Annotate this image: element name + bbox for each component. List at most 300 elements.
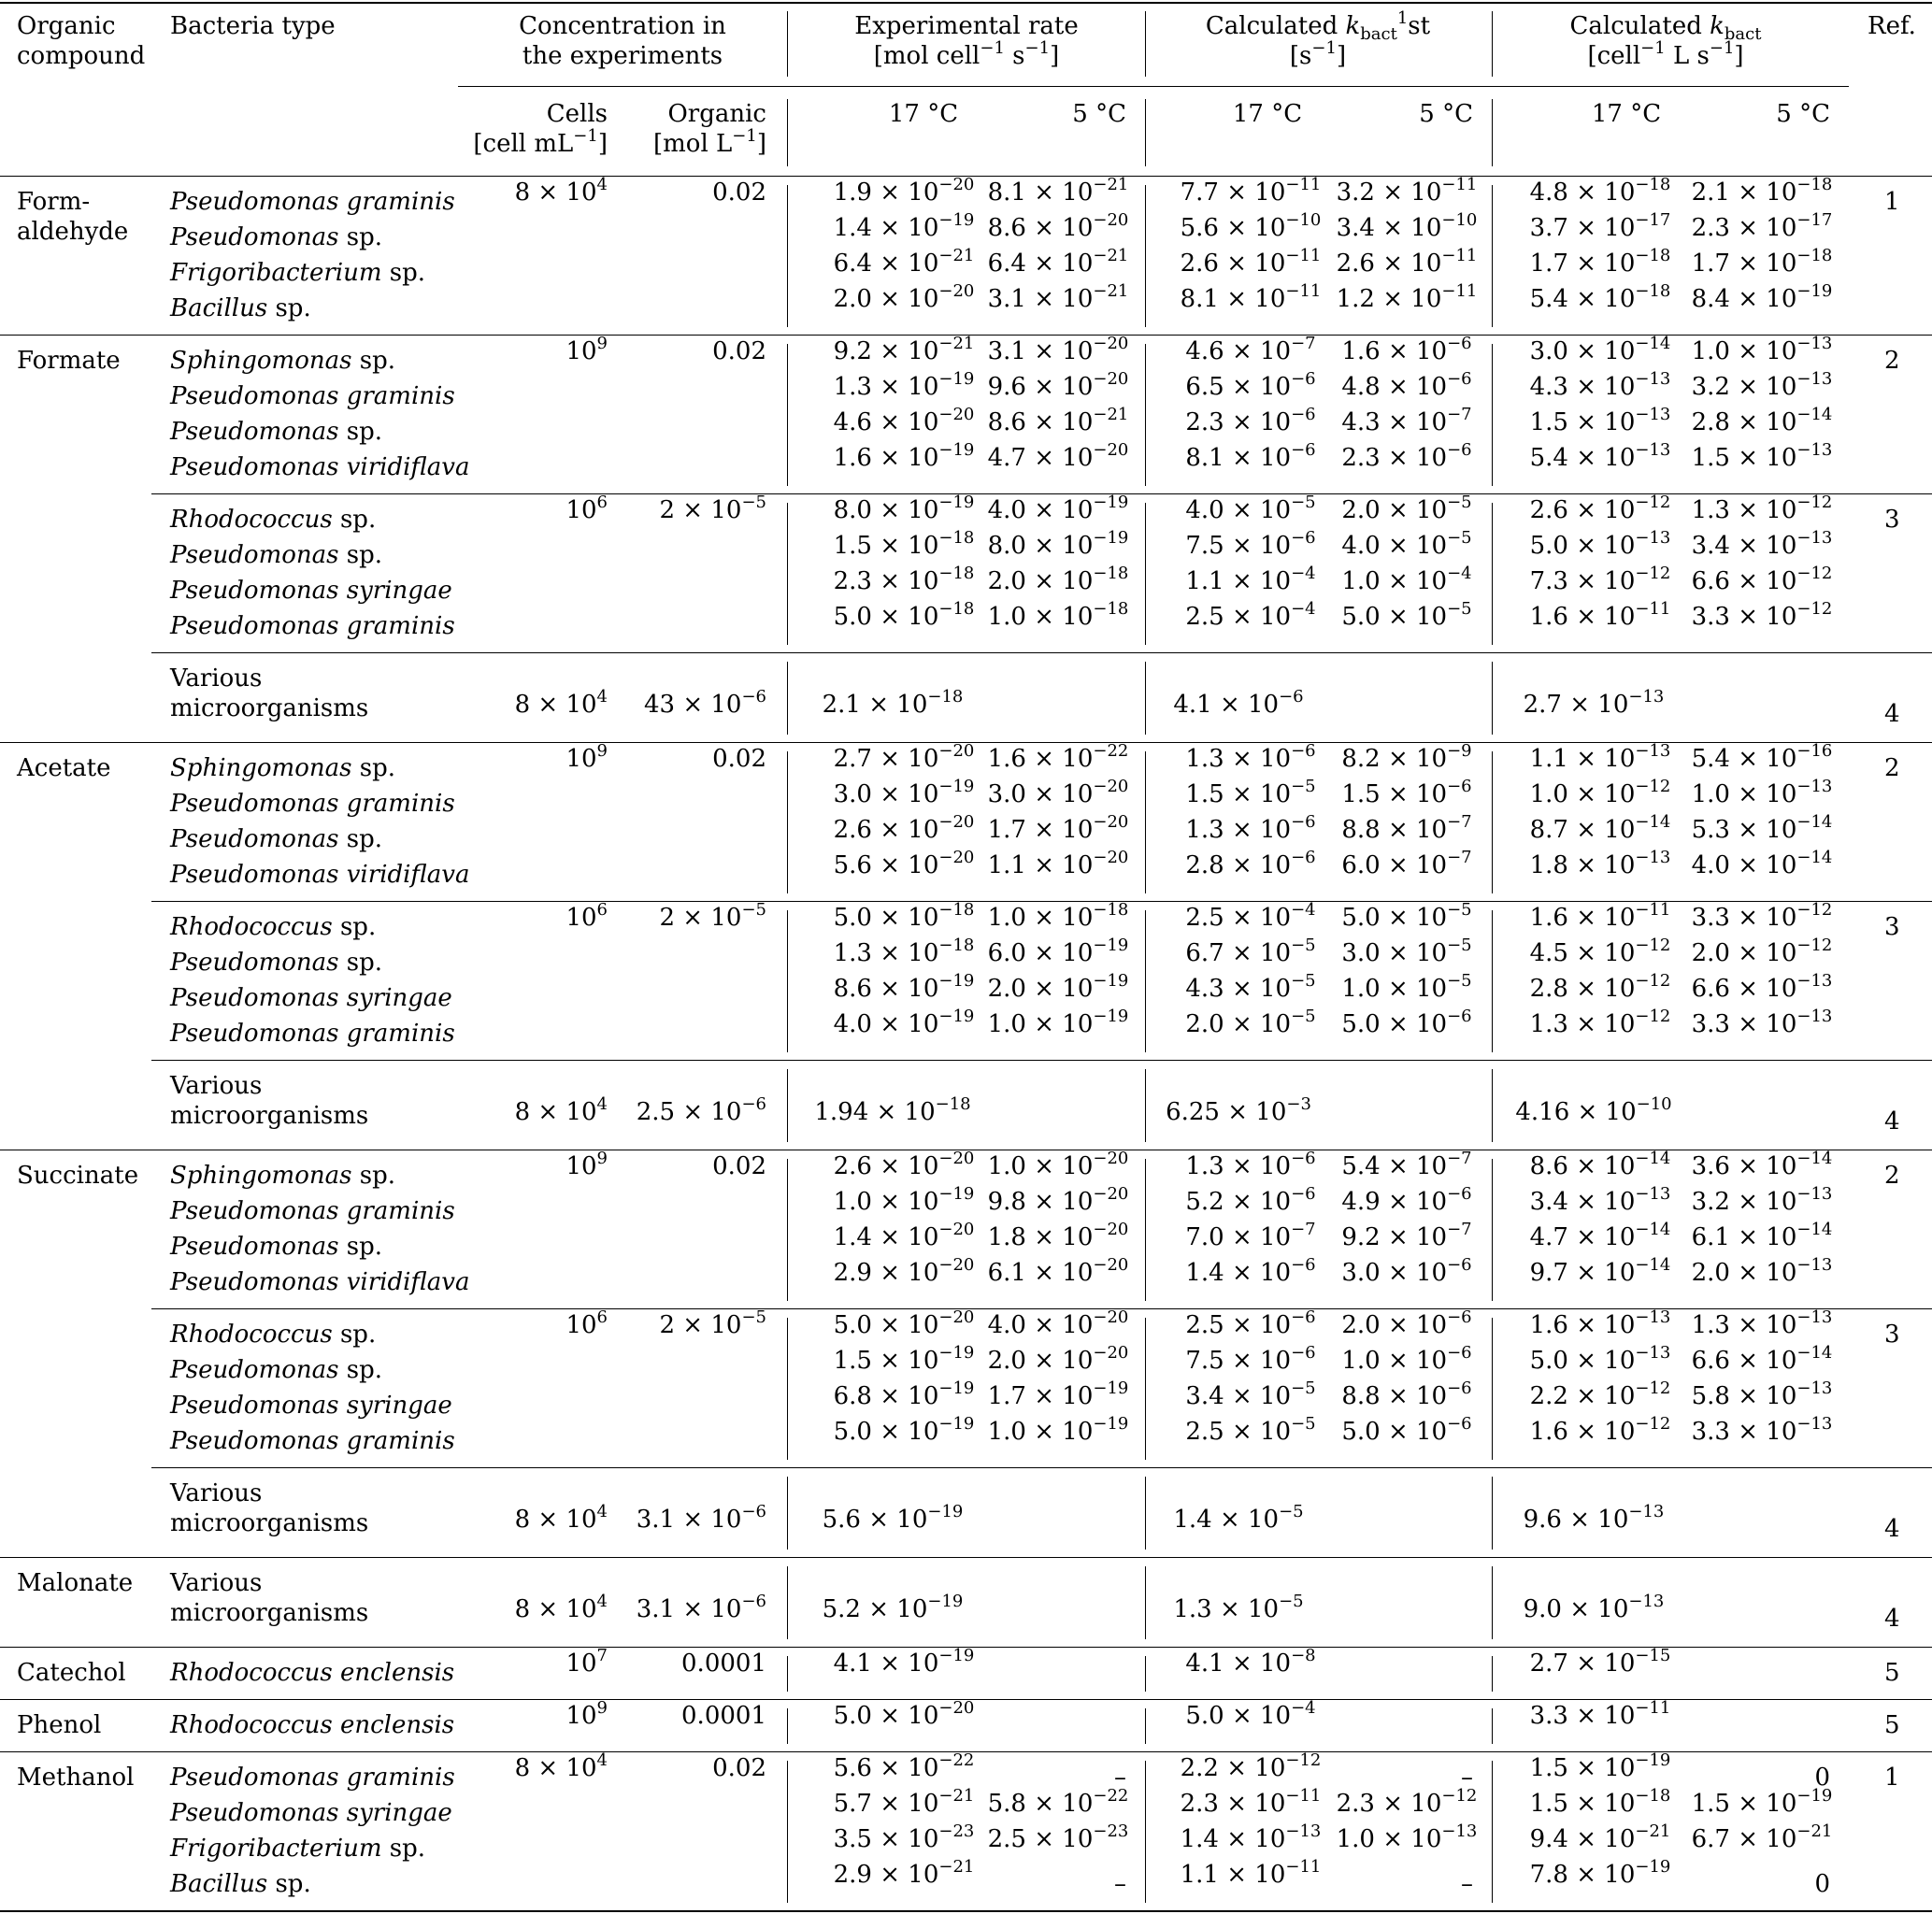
rate-5c: $2.5 \times 10^{-23}$: [987, 1821, 1129, 1853]
kbact-5c: $1.5 \times 10^{-13}$: [1691, 440, 1833, 472]
rate-17c: $5.0 \times 10^{-18}$: [833, 900, 975, 932]
bacteria-type: Pseudomonas graminis: [170, 382, 455, 410]
header-rate-17c: 17 °C: [888, 100, 959, 128]
compound-name: Phenol: [17, 1711, 102, 1739]
rate-5c: $6.1 \times 10^{-20}$: [987, 1255, 1129, 1287]
kbact-17c: $1.5 \times 10^{-19}$: [1529, 1750, 1671, 1782]
bacteria-type: Pseudomonas graminis: [170, 188, 455, 216]
kbact-17c: $3.3 \times 10^{-11}$: [1529, 1698, 1671, 1730]
kbact-5c: $1.0 \times 10^{-13}$: [1691, 334, 1833, 365]
organic-conc: $2 \times 10^{-5}$: [659, 493, 766, 524]
kbact-17c: $2.6 \times 10^{-12}$: [1529, 493, 1671, 524]
k1st-5c: $8.8 \times 10^{-6}$: [1341, 1378, 1472, 1410]
kbact-17c: $1.5 \times 10^{-18}$: [1529, 1786, 1671, 1818]
rate-5c: $1.0 \times 10^{-19}$: [987, 1414, 1129, 1446]
rate-5c: $2.0 \times 10^{-19}$: [987, 971, 1129, 1003]
kbact-5c: $3.3 \times 10^{-13}$: [1691, 1007, 1833, 1038]
column-divider: [787, 1069, 788, 1142]
k1st-17c: $7.5 \times 10^{-6}$: [1185, 1343, 1316, 1375]
column-divider: [787, 1318, 788, 1460]
rate-5c: $1.7 \times 10^{-20}$: [987, 812, 1129, 844]
bacteria-type: Pseudomonas graminis: [170, 1427, 455, 1455]
k1st-17c: $5.2 \times 10^{-6}$: [1185, 1184, 1316, 1216]
k1st-5c: $4.3 \times 10^{-7}$: [1341, 405, 1472, 436]
rate-17c: $3.0 \times 10^{-19}$: [833, 777, 975, 808]
bacteria-type: Rhodococcus enclensis: [170, 1659, 455, 1687]
column-divider: [1492, 1477, 1493, 1550]
cells-conc: $10^9$: [565, 334, 608, 365]
column-divider: [787, 99, 788, 166]
kbact-5c: $1.0 \times 10^{-13}$: [1691, 777, 1833, 808]
kbact-5c: $3.3 \times 10^{-12}$: [1691, 599, 1833, 631]
column-divider: [787, 1159, 788, 1301]
k1st-17c: $2.3 \times 10^{-6}$: [1185, 405, 1316, 436]
column-divider: [787, 344, 788, 486]
k1st-5c: $5.0 \times 10^{-5}$: [1341, 599, 1472, 631]
bacteria-type: Pseudomonas sp.: [170, 949, 382, 977]
bacteria-type: Pseudomonas syringae: [170, 1799, 452, 1827]
column-divider: [1145, 1318, 1146, 1460]
organic-conc: 0.0001: [681, 1650, 766, 1678]
kbact-5c: $5.8 \times 10^{-13}$: [1691, 1378, 1833, 1410]
column-divider: [1145, 185, 1146, 327]
kbact-5c: $2.0 \times 10^{-12}$: [1691, 936, 1833, 967]
compound-name: Catechol: [17, 1659, 126, 1687]
rate-5c: $1.8 \times 10^{-20}$: [987, 1220, 1129, 1251]
kbact-17c: $9.6 \times 10^{-13}$: [1523, 1502, 1665, 1534]
rate-17c: $2.1 \times 10^{-18}$: [822, 687, 964, 719]
kbact-5c: $1.5 \times 10^{-19}$: [1691, 1786, 1833, 1818]
k1st-17c: $2.5 \times 10^{-5}$: [1185, 1414, 1316, 1446]
column-divider: [1492, 1318, 1493, 1460]
rate-5c: $1.0 \times 10^{-18}$: [987, 900, 1129, 932]
kbact-17c: $1.6 \times 10^{-11}$: [1529, 900, 1671, 932]
kbact-17c: $5.4 \times 10^{-13}$: [1529, 440, 1671, 472]
column-divider: [1492, 1566, 1493, 1639]
rate-17c: $1.3 \times 10^{-19}$: [833, 369, 975, 401]
rate-17c: $5.6 \times 10^{-19}$: [822, 1502, 964, 1534]
rate-17c: $1.6 \times 10^{-19}$: [833, 440, 975, 472]
bacteria-type: Various microorganisms: [170, 664, 369, 722]
kbact-17c: $7.8 \times 10^{-19}$: [1529, 1857, 1671, 1889]
organic-conc: $2 \times 10^{-5}$: [659, 1307, 766, 1339]
bacteria-type: Bacillus sp.: [170, 1870, 311, 1898]
rate-17c: $1.0 \times 10^{-19}$: [833, 1184, 975, 1216]
kbact-17c: $5.0 \times 10^{-13}$: [1529, 1343, 1671, 1375]
header-sub-rule: [458, 86, 1849, 87]
k1st-5c: $9.2 \times 10^{-7}$: [1341, 1220, 1472, 1251]
cells-conc: $8 \times 10^4$: [514, 175, 608, 207]
kbact-17c: $8.7 \times 10^{-14}$: [1529, 812, 1671, 844]
organic-conc: 0.02: [712, 1152, 766, 1180]
kbact-5c: $3.2 \times 10^{-13}$: [1691, 369, 1833, 401]
k1st-17c: $6.5 \times 10^{-6}$: [1185, 369, 1316, 401]
column-divider: [1492, 185, 1493, 327]
k1st-5c: $5.0 \times 10^{-6}$: [1341, 1007, 1472, 1038]
organic-conc: 0.0001: [681, 1702, 766, 1730]
rate-5c: $3.1 \times 10^{-21}$: [987, 281, 1129, 313]
rate-5c: $4.0 \times 10^{-20}$: [987, 1307, 1129, 1339]
bacteria-type: Rhodococcus enclensis: [170, 1711, 455, 1739]
rate-5c: $9.6 \times 10^{-20}$: [987, 369, 1129, 401]
k1st-5c: $1.2 \times 10^{-11}$: [1336, 281, 1478, 313]
column-divider: [1492, 1761, 1493, 1903]
column-divider: [1492, 751, 1493, 893]
kbact-17c: $8.6 \times 10^{-14}$: [1529, 1149, 1671, 1180]
rate-5c: $8.6 \times 10^{-20}$: [987, 210, 1129, 242]
rate-17c: $2.6 \times 10^{-20}$: [833, 1149, 975, 1180]
k1st-17c: $7.5 \times 10^{-6}$: [1185, 528, 1316, 560]
bacteria-type: Pseudomonas sp.: [170, 1233, 382, 1261]
compound-name: Methanol: [17, 1764, 135, 1792]
kbact-17c: $1.1 \times 10^{-13}$: [1529, 741, 1671, 773]
kbact-17c: $5.0 \times 10^{-13}$: [1529, 528, 1671, 560]
kbact-5c: 0: [1814, 1870, 1830, 1898]
column-divider: [1492, 1708, 1493, 1744]
bacteria-type: Bacillus sp.: [170, 294, 311, 322]
bacteria-type: Pseudomonas sp.: [170, 223, 382, 251]
k1st-17c: $7.0 \times 10^{-7}$: [1185, 1220, 1316, 1251]
group-rule: [0, 1557, 1932, 1558]
k1st-5c: $2.3 \times 10^{-6}$: [1341, 440, 1472, 472]
kbact-5c: $6.6 \times 10^{-12}$: [1691, 564, 1833, 595]
compound-name: Formate: [17, 347, 121, 375]
kbact-5c: $2.0 \times 10^{-13}$: [1691, 1255, 1833, 1287]
kbact-5c: $6.7 \times 10^{-21}$: [1691, 1821, 1833, 1853]
k1st-5c: –: [1461, 1764, 1473, 1792]
kbact-17c: $1.6 \times 10^{-13}$: [1529, 1307, 1671, 1339]
k1st-17c: $6.25 \times 10^{-3}$: [1166, 1094, 1311, 1126]
rate-17c: $2.0 \times 10^{-20}$: [833, 281, 975, 313]
column-divider: [787, 662, 788, 735]
rate-17c: $1.4 \times 10^{-19}$: [833, 210, 975, 242]
bacteria-type: Sphingomonas sp.: [170, 1162, 395, 1190]
k1st-17c: $1.5 \times 10^{-5}$: [1185, 777, 1316, 808]
organic-conc: $43 \times 10^{-6}$: [643, 687, 766, 719]
kbact-5c: $3.3 \times 10^{-12}$: [1691, 900, 1833, 932]
rate-5c: $1.6 \times 10^{-22}$: [987, 741, 1129, 773]
rate-17c: $9.2 \times 10^{-21}$: [833, 334, 975, 365]
bacteria-type: Pseudomonas sp.: [170, 1356, 382, 1384]
header-bacteria-type: Bacteria type: [170, 12, 336, 40]
ref-number: 5: [1884, 1659, 1900, 1687]
ref-number: 1: [1884, 188, 1900, 216]
k1st-5c: $3.4 \times 10^{-10}$: [1336, 210, 1478, 242]
k1st-17c: $1.3 \times 10^{-6}$: [1185, 741, 1316, 773]
rate-5c: $1.1 \times 10^{-20}$: [987, 848, 1129, 879]
k1st-5c: $3.0 \times 10^{-5}$: [1341, 936, 1472, 967]
column-divider: [1492, 503, 1493, 645]
cells-conc: $8 \times 10^4$: [514, 1094, 608, 1126]
rate-17c: $5.7 \times 10^{-21}$: [833, 1786, 975, 1818]
organic-conc: 0.02: [712, 745, 766, 773]
rate-17c: $1.5 \times 10^{-19}$: [833, 1343, 975, 1375]
column-divider: [1145, 1656, 1146, 1692]
rate-17c: $4.0 \times 10^{-19}$: [833, 1007, 975, 1038]
ref-number: 3: [1884, 913, 1900, 941]
kbact-17c: $9.4 \times 10^{-21}$: [1529, 1821, 1671, 1853]
rate-17c: $2.3 \times 10^{-18}$: [833, 564, 975, 595]
bacteria-type: Frigoribacterium sp.: [170, 259, 426, 287]
ref-number: 3: [1884, 506, 1900, 534]
column-divider: [787, 503, 788, 645]
kbact-5c: 0: [1814, 1764, 1830, 1792]
column-divider: [1492, 1069, 1493, 1142]
rate-5c: $8.1 \times 10^{-21}$: [987, 175, 1129, 207]
bacteria-type: Pseudomonas syringae: [170, 984, 452, 1012]
rate-5c: $4.0 \times 10^{-19}$: [987, 493, 1129, 524]
k1st-5c: $8.2 \times 10^{-9}$: [1341, 741, 1472, 773]
column-divider: [1492, 662, 1493, 735]
rate-5c: $2.0 \times 10^{-20}$: [987, 1343, 1129, 1375]
k1st-5c: $1.0 \times 10^{-6}$: [1341, 1343, 1472, 1375]
header-concentration: Concentration in the experiments: [519, 12, 726, 70]
k1st-17c: $2.6 \times 10^{-11}$: [1180, 246, 1322, 278]
bacteria-type: Various microorganisms: [170, 1479, 369, 1537]
organic-conc: 0.02: [712, 179, 766, 207]
rate-17c: $5.0 \times 10^{-19}$: [833, 1414, 975, 1446]
k1st-17c: $2.3 \times 10^{-11}$: [1180, 1786, 1322, 1818]
column-divider: [787, 1566, 788, 1639]
rate-17c: $4.1 \times 10^{-19}$: [833, 1646, 975, 1678]
k1st-5c: $4.9 \times 10^{-6}$: [1341, 1184, 1472, 1216]
k1st-5c: $1.5 \times 10^{-6}$: [1341, 777, 1472, 808]
k1st-17c: $1.3 \times 10^{-6}$: [1185, 812, 1316, 844]
kbact-17c: $4.3 \times 10^{-13}$: [1529, 369, 1671, 401]
kbact-17c: $1.6 \times 10^{-12}$: [1529, 1414, 1671, 1446]
k1st-5c: $2.6 \times 10^{-11}$: [1336, 246, 1478, 278]
column-divider: [1145, 503, 1146, 645]
rate-17c: $5.0 \times 10^{-20}$: [833, 1698, 975, 1730]
k1st-5c: $3.0 \times 10^{-6}$: [1341, 1255, 1472, 1287]
ref-number: 2: [1884, 1162, 1900, 1190]
organic-conc: 0.02: [712, 1754, 766, 1782]
rate-17c: $5.6 \times 10^{-22}$: [833, 1750, 975, 1782]
rate-5c: $1.0 \times 10^{-19}$: [987, 1007, 1129, 1038]
bacteria-type: Pseudomonas sp.: [170, 825, 382, 853]
cells-conc: $10^6$: [565, 1307, 608, 1339]
column-divider: [787, 910, 788, 1052]
rate-5c: $3.0 \times 10^{-20}$: [987, 777, 1129, 808]
block-rule: [151, 1060, 1932, 1061]
block-rule: [151, 652, 1932, 653]
kbact-5c: $8.4 \times 10^{-19}$: [1691, 281, 1833, 313]
k1st-17c: $2.8 \times 10^{-6}$: [1185, 848, 1316, 879]
rate-17c: $1.94 \times 10^{-18}$: [814, 1094, 971, 1126]
compound-name: Malonate: [17, 1569, 134, 1597]
bacteria-type: Various microorganisms: [170, 1072, 369, 1130]
rate-17c: $5.2 \times 10^{-19}$: [822, 1592, 964, 1623]
kbact-17c: $5.4 \times 10^{-18}$: [1529, 281, 1671, 313]
column-divider: [787, 1761, 788, 1903]
k1st-5c: $2.0 \times 10^{-6}$: [1341, 1307, 1472, 1339]
header-k1st-17c: 17 °C: [1232, 100, 1303, 128]
k1st-17c: $3.4 \times 10^{-5}$: [1185, 1378, 1316, 1410]
rate-17c: $2.9 \times 10^{-20}$: [833, 1255, 975, 1287]
kbact-17c: $4.8 \times 10^{-18}$: [1529, 175, 1671, 207]
kbact-5c: $3.4 \times 10^{-13}$: [1691, 528, 1833, 560]
k1st-5c: $8.8 \times 10^{-7}$: [1341, 812, 1472, 844]
header-cells: Cells [cell $mL^{-1}$]: [473, 100, 608, 158]
organic-conc: $3.1 \times 10^{-6}$: [636, 1502, 766, 1534]
kbact-5c: $2.3 \times 10^{-17}$: [1691, 210, 1833, 242]
bacteria-type: Rhodococcus sp.: [170, 913, 377, 941]
k1st-17c: $2.5 \times 10^{-4}$: [1185, 599, 1316, 631]
ref-number: 5: [1884, 1711, 1900, 1739]
kbact-17c: $3.4 \times 10^{-13}$: [1529, 1184, 1671, 1216]
k1st-17c: $2.5 \times 10^{-6}$: [1185, 1307, 1316, 1339]
kbact-17c: $2.7 \times 10^{-15}$: [1529, 1646, 1671, 1678]
rate-17c: $5.6 \times 10^{-20}$: [833, 848, 975, 879]
k1st-5c: $1.0 \times 10^{-13}$: [1336, 1821, 1478, 1853]
rate-5c: $8.0 \times 10^{-19}$: [987, 528, 1129, 560]
k1st-17c: $1.4 \times 10^{-6}$: [1185, 1255, 1316, 1287]
column-divider: [1145, 662, 1146, 735]
bacteria-type: Pseudomonas graminis: [170, 790, 455, 818]
rate-5c: $6.0 \times 10^{-19}$: [987, 936, 1129, 967]
kbact-17c: $2.2 \times 10^{-12}$: [1529, 1378, 1671, 1410]
rate-17c: $5.0 \times 10^{-20}$: [833, 1307, 975, 1339]
compound-name: Acetate: [17, 754, 111, 782]
organic-conc: $2 \times 10^{-5}$: [659, 900, 766, 932]
rate-5c: $4.7 \times 10^{-20}$: [987, 440, 1129, 472]
column-divider: [1145, 99, 1146, 166]
kbact-17c: $3.0 \times 10^{-14}$: [1529, 334, 1671, 365]
cells-conc: $8 \times 10^4$: [514, 687, 608, 719]
rate-17c: $2.7 \times 10^{-20}$: [833, 741, 975, 773]
ref-number: 3: [1884, 1321, 1900, 1349]
cells-conc: $10^9$: [565, 741, 608, 773]
k1st-17c: $2.0 \times 10^{-5}$: [1185, 1007, 1316, 1038]
rate-17c: $3.5 \times 10^{-23}$: [833, 1821, 975, 1853]
kbact-17c: $1.5 \times 10^{-13}$: [1529, 405, 1671, 436]
header-rate-5c: 5 °C: [1072, 100, 1126, 128]
k1st-5c: $1.0 \times 10^{-4}$: [1341, 564, 1472, 595]
kbact-17c: $1.7 \times 10^{-18}$: [1529, 246, 1671, 278]
bacteria-type: Various microorganisms: [170, 1569, 369, 1627]
bacteria-type: Pseudomonas graminis: [170, 1020, 455, 1048]
column-divider: [787, 1477, 788, 1550]
k1st-5c: $5.4 \times 10^{-7}$: [1341, 1149, 1472, 1180]
rate-5c: –: [1114, 1764, 1126, 1792]
rate-5c: $3.1 \times 10^{-20}$: [987, 334, 1129, 365]
column-divider: [1492, 1159, 1493, 1301]
rate-17c: $6.8 \times 10^{-19}$: [833, 1378, 975, 1410]
k1st-5c: $5.0 \times 10^{-5}$: [1341, 900, 1472, 932]
column-divider: [787, 1708, 788, 1744]
kbact-17c: $1.0 \times 10^{-12}$: [1529, 777, 1671, 808]
column-divider: [1145, 11, 1146, 77]
rate-5c: $1.0 \times 10^{-18}$: [987, 599, 1129, 631]
k1st-5c: $4.8 \times 10^{-6}$: [1341, 369, 1472, 401]
cells-conc: $10^7$: [565, 1646, 608, 1678]
kbact-17c: $2.8 \times 10^{-12}$: [1529, 971, 1671, 1003]
k1st-17c: $5.6 \times 10^{-10}$: [1180, 210, 1322, 242]
kbact-5c: $6.1 \times 10^{-14}$: [1691, 1220, 1833, 1251]
kbact-5c: $3.3 \times 10^{-13}$: [1691, 1414, 1833, 1446]
cells-conc: $8 \times 10^4$: [514, 1592, 608, 1623]
kbact-17c: $9.0 \times 10^{-13}$: [1523, 1592, 1665, 1623]
header-kbact-17c: 17 °C: [1591, 100, 1662, 128]
rate-5c: $1.7 \times 10^{-19}$: [987, 1378, 1129, 1410]
kbact-17c: $1.8 \times 10^{-13}$: [1529, 848, 1671, 879]
kbact-5c: $4.0 \times 10^{-14}$: [1691, 848, 1833, 879]
compound-name: Form- aldehyde: [17, 188, 129, 246]
column-divider: [1145, 1708, 1146, 1744]
k1st-5c: –: [1461, 1870, 1473, 1898]
column-divider: [1492, 99, 1493, 166]
k1st-17c: $4.3 \times 10^{-5}$: [1185, 971, 1316, 1003]
kbact-17c: $4.7 \times 10^{-14}$: [1529, 1220, 1671, 1251]
column-divider: [787, 185, 788, 327]
column-divider: [787, 1656, 788, 1692]
k1st-17c: $5.0 \times 10^{-4}$: [1185, 1698, 1316, 1730]
rate-17c: $8.0 \times 10^{-19}$: [833, 493, 975, 524]
column-divider: [1145, 344, 1146, 486]
header-organic-compound: Organic compound: [17, 12, 146, 70]
kbact-5c: $6.6 \times 10^{-14}$: [1691, 1343, 1833, 1375]
k1st-17c: $1.4 \times 10^{-13}$: [1180, 1821, 1322, 1853]
k1st-5c: $6.0 \times 10^{-7}$: [1341, 848, 1472, 879]
bacteria-type: Pseudomonas viridiflava: [170, 1268, 470, 1296]
ref-number: 4: [1884, 1605, 1900, 1633]
rate-17c: $8.6 \times 10^{-19}$: [833, 971, 975, 1003]
rate-17c: $1.9 \times 10^{-20}$: [833, 175, 975, 207]
column-divider: [1492, 344, 1493, 486]
column-divider: [1492, 910, 1493, 1052]
k1st-17c: $8.1 \times 10^{-6}$: [1185, 440, 1316, 472]
compound-name: Succinate: [17, 1162, 139, 1190]
k1st-17c: $4.0 \times 10^{-5}$: [1185, 493, 1316, 524]
bacteria-type: Pseudomonas sp.: [170, 418, 382, 446]
kbact-17c: $1.6 \times 10^{-11}$: [1529, 599, 1671, 631]
k1st-17c: $7.7 \times 10^{-11}$: [1180, 175, 1322, 207]
column-divider: [1145, 751, 1146, 893]
bacteria-type: Pseudomonas sp.: [170, 541, 382, 569]
k1st-17c: $4.6 \times 10^{-7}$: [1185, 334, 1316, 365]
rate-17c: $1.3 \times 10^{-18}$: [833, 936, 975, 967]
k1st-5c: $1.0 \times 10^{-5}$: [1341, 971, 1472, 1003]
rate-5c: $6.4 \times 10^{-21}$: [987, 246, 1129, 278]
rate-5c: $2.0 \times 10^{-18}$: [987, 564, 1129, 595]
bacteria-type: Pseudomonas viridiflava: [170, 861, 470, 889]
cells-conc: $10^6$: [565, 900, 608, 932]
k1st-17c: $2.2 \times 10^{-12}$: [1180, 1750, 1322, 1782]
header-ref: Ref.: [1868, 12, 1916, 40]
k1st-17c: $2.5 \times 10^{-4}$: [1185, 900, 1316, 932]
rate-5c: $9.8 \times 10^{-20}$: [987, 1184, 1129, 1216]
ref-number: 1: [1884, 1764, 1900, 1792]
ref-number: 4: [1884, 700, 1900, 728]
kbact-17c: $4.16 \times 10^{-10}$: [1515, 1094, 1672, 1126]
column-divider: [1145, 1477, 1146, 1550]
kbact-17c: $3.7 \times 10^{-17}$: [1529, 210, 1671, 242]
k1st-17c: $1.1 \times 10^{-4}$: [1185, 564, 1316, 595]
kbact-5c: $3.2 \times 10^{-13}$: [1691, 1184, 1833, 1216]
cells-conc: $8 \times 10^4$: [514, 1750, 608, 1782]
header-k1st: Calculated $k_{bact}^1st$ $[s^{-1}]$: [1205, 8, 1431, 70]
kbact-5c: $2.1 \times 10^{-18}$: [1691, 175, 1833, 207]
bacteria-type: Sphingomonas sp.: [170, 347, 395, 375]
rate-17c: $1.5 \times 10^{-18}$: [833, 528, 975, 560]
top-rule: [0, 2, 1932, 4]
bacteria-type: Rhodococcus sp.: [170, 1321, 377, 1349]
k1st-17c: $8.1 \times 10^{-11}$: [1180, 281, 1322, 313]
kbact-5c: $5.3 \times 10^{-14}$: [1691, 812, 1833, 844]
bacteria-type: Pseudomonas syringae: [170, 577, 452, 605]
cells-conc: $8 \times 10^4$: [514, 1502, 608, 1534]
header-kbact-5c: 5 °C: [1776, 100, 1830, 128]
